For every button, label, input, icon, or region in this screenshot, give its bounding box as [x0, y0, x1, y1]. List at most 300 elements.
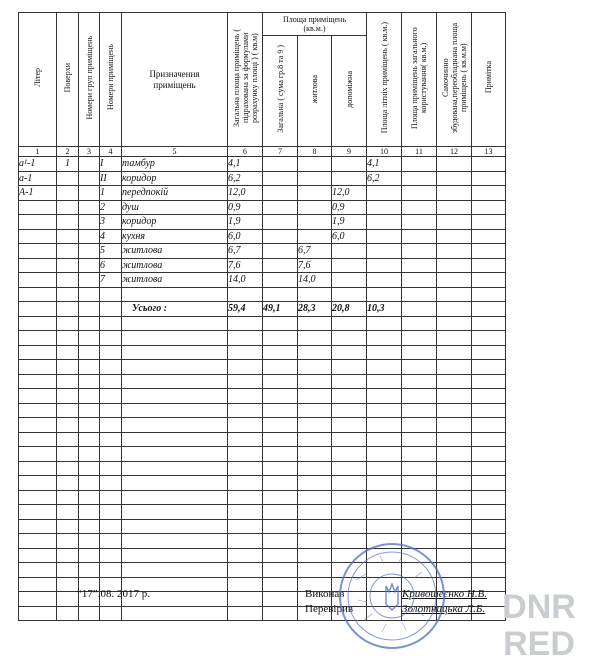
cell-group: [79, 316, 100, 331]
cell-floor: [57, 447, 79, 462]
cell-living: [298, 229, 332, 244]
cell-empty: [402, 360, 437, 375]
cell-area: 6,2: [228, 171, 263, 186]
cell-purpose: [122, 519, 228, 534]
cell-total: [263, 258, 298, 273]
cell-empty: [402, 461, 437, 476]
cell-total: [263, 157, 298, 172]
cell-aux: [332, 258, 367, 273]
cell-empty: [472, 244, 506, 259]
cell-liter: [19, 447, 57, 462]
cell-room: [100, 374, 122, 389]
cell-empty: [437, 505, 472, 520]
cell-floor: [57, 331, 79, 346]
cell-floor: [57, 360, 79, 375]
cell-empty: [402, 331, 437, 346]
header-sub-living: житлова: [298, 36, 332, 147]
cell-floor: [57, 534, 79, 549]
cell-group: [79, 171, 100, 186]
cell-total: [263, 287, 298, 302]
cell-floor: [57, 302, 79, 317]
cell-room: 5: [100, 244, 122, 259]
cell-area: 0,9: [228, 200, 263, 215]
cell-area: [228, 592, 263, 607]
cell-aux: [332, 287, 367, 302]
header-floor: Поверхи: [57, 13, 79, 147]
cell-aux: [332, 476, 367, 491]
cell-summer: [367, 374, 402, 389]
cell-liter: [19, 432, 57, 447]
cell-liter: [19, 534, 57, 549]
cell-empty: [472, 519, 506, 534]
cell-aux: [332, 244, 367, 259]
cell-empty: [437, 215, 472, 230]
cell-empty: [437, 389, 472, 404]
cell-room: [100, 403, 122, 418]
cell-empty: [437, 273, 472, 288]
cell-empty: [437, 302, 472, 317]
cell-living: [298, 534, 332, 549]
cell-purpose: [122, 461, 228, 476]
empty-row: [19, 374, 506, 389]
cell-empty: [402, 345, 437, 360]
cell-area: [228, 548, 263, 563]
cell-summer: 6,2: [367, 171, 402, 186]
table-row: [19, 258, 506, 273]
cell-empty: [437, 345, 472, 360]
cell-aux: [332, 331, 367, 346]
cell-liter: а-1: [19, 171, 57, 186]
cell-aux: [332, 360, 367, 375]
cell-living: [298, 403, 332, 418]
cell-empty: [437, 461, 472, 476]
cell-purpose: [122, 505, 228, 520]
header-common-area: Площа приміщень загального користування( кв.м.): [402, 13, 437, 147]
cell-empty: [402, 447, 437, 462]
cell-empty: [472, 186, 506, 201]
column-number: 5: [122, 147, 228, 157]
cell-floor: [57, 432, 79, 447]
cell-area: [228, 374, 263, 389]
cell-floor: [57, 592, 79, 607]
header-area-group: Площа приміщень (кв.м.): [263, 13, 367, 36]
cell-empty: [437, 490, 472, 505]
cell-floor: [57, 418, 79, 433]
cell-empty: [402, 215, 437, 230]
cell-total: [263, 273, 298, 288]
cell-liter: [19, 360, 57, 375]
cell-living: [298, 360, 332, 375]
cell-empty: [437, 200, 472, 215]
cell-floor: [57, 287, 79, 302]
column-number: 9: [332, 147, 367, 157]
cell-floor: [57, 171, 79, 186]
cell-total: [263, 200, 298, 215]
cell-liter: [19, 577, 57, 592]
cell-summer: [367, 505, 402, 520]
cell-aux: [332, 403, 367, 418]
cell-area: [228, 389, 263, 404]
cell-group: [79, 360, 100, 375]
cell-living: 28,3: [298, 302, 332, 317]
table-row: [19, 171, 506, 186]
cell-summer: [367, 345, 402, 360]
cell-group: [79, 258, 100, 273]
cell-floor: [57, 258, 79, 273]
cell-total: [263, 360, 298, 375]
cell-empty: [472, 476, 506, 491]
cell-liter: А-1: [19, 186, 57, 201]
cell-summer: [367, 360, 402, 375]
cell-aux: [332, 461, 367, 476]
cell-area: [228, 577, 263, 592]
cell-purpose: [122, 389, 228, 404]
cell-purpose: передпокій: [122, 186, 228, 201]
cell-room: [100, 519, 122, 534]
cell-empty: [437, 432, 472, 447]
cell-living: [298, 563, 332, 578]
cell-empty: [402, 287, 437, 302]
cell-empty: [402, 505, 437, 520]
cell-empty: [472, 548, 506, 563]
cell-area: [228, 360, 263, 375]
cell-empty: [402, 316, 437, 331]
cell-group: [79, 244, 100, 259]
cell-area: [228, 505, 263, 520]
cell-floor: [57, 273, 79, 288]
cell-purpose: тамбур: [122, 157, 228, 172]
cell-empty: [472, 345, 506, 360]
cell-room: [100, 476, 122, 491]
empty-row: [19, 287, 506, 302]
cell-area: [228, 331, 263, 346]
cell-room: [100, 287, 122, 302]
cell-summer: [367, 403, 402, 418]
cell-living: [298, 157, 332, 172]
checked-name: Золотницька Л.Б.: [402, 603, 486, 615]
cell-living: [298, 476, 332, 491]
header-liter: Літер: [19, 13, 57, 147]
cell-floor: [57, 200, 79, 215]
cell-group: [79, 403, 100, 418]
cell-area: [228, 563, 263, 578]
cell-area: 12,0: [228, 186, 263, 201]
cell-area: [228, 461, 263, 476]
cell-empty: [437, 229, 472, 244]
cell-floor: [57, 316, 79, 331]
cell-liter: [19, 244, 57, 259]
cell-room: [100, 534, 122, 549]
empty-row: [19, 418, 506, 433]
cell-summer: [367, 389, 402, 404]
cell-group: [79, 490, 100, 505]
cell-liter: [19, 215, 57, 230]
cell-aux: [332, 519, 367, 534]
cell-empty: [402, 273, 437, 288]
cell-purpose: житлова: [122, 258, 228, 273]
cell-living: [298, 519, 332, 534]
cell-aux: [332, 273, 367, 288]
empty-row: [19, 461, 506, 476]
cell-aux: 12,0: [332, 186, 367, 201]
cell-group: [79, 302, 100, 317]
empty-row: [19, 360, 506, 375]
header-unauthorized-area: Самочинно збудована,переобладнана площа приміщень ( кв.м.м): [437, 13, 472, 147]
header-summer-area: Площа літніх приміщень ( кв.м.): [367, 13, 402, 147]
cell-room: [100, 461, 122, 476]
cell-total: [263, 534, 298, 549]
header-sub-aux: допоміжна: [332, 36, 367, 147]
cell-floor: [57, 229, 79, 244]
cell-liter: [19, 389, 57, 404]
header-row: [19, 13, 506, 36]
cell-floor: [57, 505, 79, 520]
cell-living: [298, 171, 332, 186]
cell-empty: [437, 186, 472, 201]
cell-living: [298, 215, 332, 230]
column-number: 10: [367, 147, 402, 157]
cell-floor: [57, 403, 79, 418]
column-number: 2: [57, 147, 79, 157]
cell-room: [100, 360, 122, 375]
cell-living: [298, 374, 332, 389]
cell-empty: [402, 389, 437, 404]
cell-group: [79, 476, 100, 491]
cell-empty: [402, 157, 437, 172]
cell-room: 3: [100, 215, 122, 230]
cell-empty: [437, 258, 472, 273]
cell-empty: [402, 418, 437, 433]
cell-total: [263, 403, 298, 418]
cell-area: 1,9: [228, 215, 263, 230]
cell-aux: [332, 316, 367, 331]
column-number: 1: [19, 147, 57, 157]
cell-aux: [332, 490, 367, 505]
cell-empty: [437, 157, 472, 172]
cell-liter: [19, 476, 57, 491]
column-number: 6: [228, 147, 263, 157]
cell-purpose: житлова: [122, 244, 228, 259]
cell-area: 14,0: [228, 273, 263, 288]
cell-summer: [367, 316, 402, 331]
table-row: [19, 186, 506, 201]
cell-empty: [402, 200, 437, 215]
cell-total: [263, 229, 298, 244]
cell-floor: [57, 461, 79, 476]
cell-room: [100, 345, 122, 360]
cell-floor: [57, 490, 79, 505]
cell-empty: [402, 229, 437, 244]
cell-room: 4: [100, 229, 122, 244]
column-number-row: [19, 147, 506, 157]
executed-label: Виконав: [305, 588, 345, 600]
cell-area: [228, 287, 263, 302]
cell-empty: [472, 157, 506, 172]
cell-area: [228, 418, 263, 433]
cell-purpose: [122, 331, 228, 346]
cell-liter: [19, 374, 57, 389]
cell-aux: [332, 389, 367, 404]
cell-liter: [19, 548, 57, 563]
cell-group: [79, 432, 100, 447]
cell-empty: [402, 302, 437, 317]
cell-group: [79, 229, 100, 244]
cell-liter: [19, 606, 57, 621]
cell-summer: [367, 331, 402, 346]
cell-liter: [19, 200, 57, 215]
cell-floor: [57, 548, 79, 563]
cell-empty: [472, 403, 506, 418]
cell-aux: 6,0: [332, 229, 367, 244]
cell-empty: [472, 331, 506, 346]
cell-purpose: [122, 316, 228, 331]
cell-aux: [332, 374, 367, 389]
cell-purpose: кухня: [122, 229, 228, 244]
cell-total: [263, 461, 298, 476]
cell-area: [228, 403, 263, 418]
cell-floor: [57, 563, 79, 578]
empty-row: [19, 403, 506, 418]
cell-total: [263, 505, 298, 520]
cell-area: [228, 534, 263, 549]
column-number: 12: [437, 147, 472, 157]
cell-empty: [437, 287, 472, 302]
table-row: [19, 215, 506, 230]
cell-aux: [332, 157, 367, 172]
cell-room: [100, 563, 122, 578]
cell-floor: [57, 389, 79, 404]
executed-name: Кривошеєнко Н.В.: [402, 588, 488, 600]
table-row: [19, 200, 506, 215]
cell-room: [100, 302, 122, 317]
cell-purpose: [122, 606, 228, 621]
cell-group: [79, 374, 100, 389]
cell-area: 6,7: [228, 244, 263, 259]
cell-empty: [437, 519, 472, 534]
cell-purpose: [122, 534, 228, 549]
cell-living: [298, 200, 332, 215]
cell-liter: [19, 563, 57, 578]
cell-area: 59,4: [228, 302, 263, 317]
empty-row: [19, 490, 506, 505]
cell-empty: [437, 476, 472, 491]
cell-living: [298, 461, 332, 476]
empty-row: [19, 505, 506, 520]
column-number: 7: [263, 147, 298, 157]
cell-purpose: коридор: [122, 171, 228, 186]
cell-area: [228, 490, 263, 505]
cell-total: [263, 171, 298, 186]
cell-liter: [19, 418, 57, 433]
document-date: “17”.08. 2017 р.: [77, 588, 151, 600]
cell-group: [79, 287, 100, 302]
cell-floor: [57, 215, 79, 230]
cell-empty: [402, 519, 437, 534]
cell-group: [79, 186, 100, 201]
cell-group: [79, 418, 100, 433]
cell-summer: [367, 244, 402, 259]
cell-empty: [402, 432, 437, 447]
cell-group: [79, 505, 100, 520]
cell-empty: [402, 403, 437, 418]
cell-empty: [472, 287, 506, 302]
cell-area: [228, 447, 263, 462]
cell-group: [79, 461, 100, 476]
total-row: [19, 302, 506, 317]
cell-purpose: [122, 374, 228, 389]
cell-liter: [19, 316, 57, 331]
cell-area: [228, 316, 263, 331]
cell-group: [79, 563, 100, 578]
cell-empty: [437, 374, 472, 389]
cell-group: [79, 157, 100, 172]
cell-room: ІІ: [100, 171, 122, 186]
empty-row: [19, 389, 506, 404]
cell-empty: [437, 403, 472, 418]
cell-total: [263, 606, 298, 621]
cell-aux: [332, 418, 367, 433]
cell-liter: [19, 273, 57, 288]
cell-empty: [437, 316, 472, 331]
cell-empty: [472, 490, 506, 505]
cell-area: 6,0: [228, 229, 263, 244]
cell-liter: [19, 403, 57, 418]
cell-empty: [472, 273, 506, 288]
cell-purpose: Усього :: [122, 302, 228, 317]
official-stamp-icon: [336, 540, 448, 652]
cell-total: [263, 490, 298, 505]
watermark-line-1: DNR: [502, 588, 576, 626]
cell-floor: [57, 345, 79, 360]
cell-purpose: житлова: [122, 273, 228, 288]
cell-aux: [332, 171, 367, 186]
cell-liter: [19, 258, 57, 273]
cell-empty: [472, 534, 506, 549]
cell-total: [263, 244, 298, 259]
cell-liter: [19, 345, 57, 360]
cell-room: [100, 505, 122, 520]
cell-summer: 4,1: [367, 157, 402, 172]
cell-living: [298, 186, 332, 201]
table-row: [19, 244, 506, 259]
table-row: [19, 157, 506, 172]
cell-aux: [332, 432, 367, 447]
cell-summer: [367, 447, 402, 462]
cell-purpose: [122, 432, 228, 447]
cell-total: [263, 447, 298, 462]
cell-summer: [367, 418, 402, 433]
cell-summer: [367, 229, 402, 244]
cell-total: [263, 548, 298, 563]
cell-summer: [367, 258, 402, 273]
column-number: 11: [402, 147, 437, 157]
cell-purpose: [122, 287, 228, 302]
cell-room: 6: [100, 258, 122, 273]
cell-summer: [367, 215, 402, 230]
cell-room: [100, 432, 122, 447]
cell-total: [263, 476, 298, 491]
cell-floor: [57, 577, 79, 592]
cell-empty: [437, 418, 472, 433]
cell-purpose: [122, 403, 228, 418]
cell-total: [263, 374, 298, 389]
cell-liter: [19, 519, 57, 534]
cell-group: [79, 345, 100, 360]
cell-floor: [57, 244, 79, 259]
cell-living: 14,0: [298, 273, 332, 288]
header-group-numbers: Номери груп приміщень: [79, 13, 100, 147]
cell-empty: [472, 374, 506, 389]
